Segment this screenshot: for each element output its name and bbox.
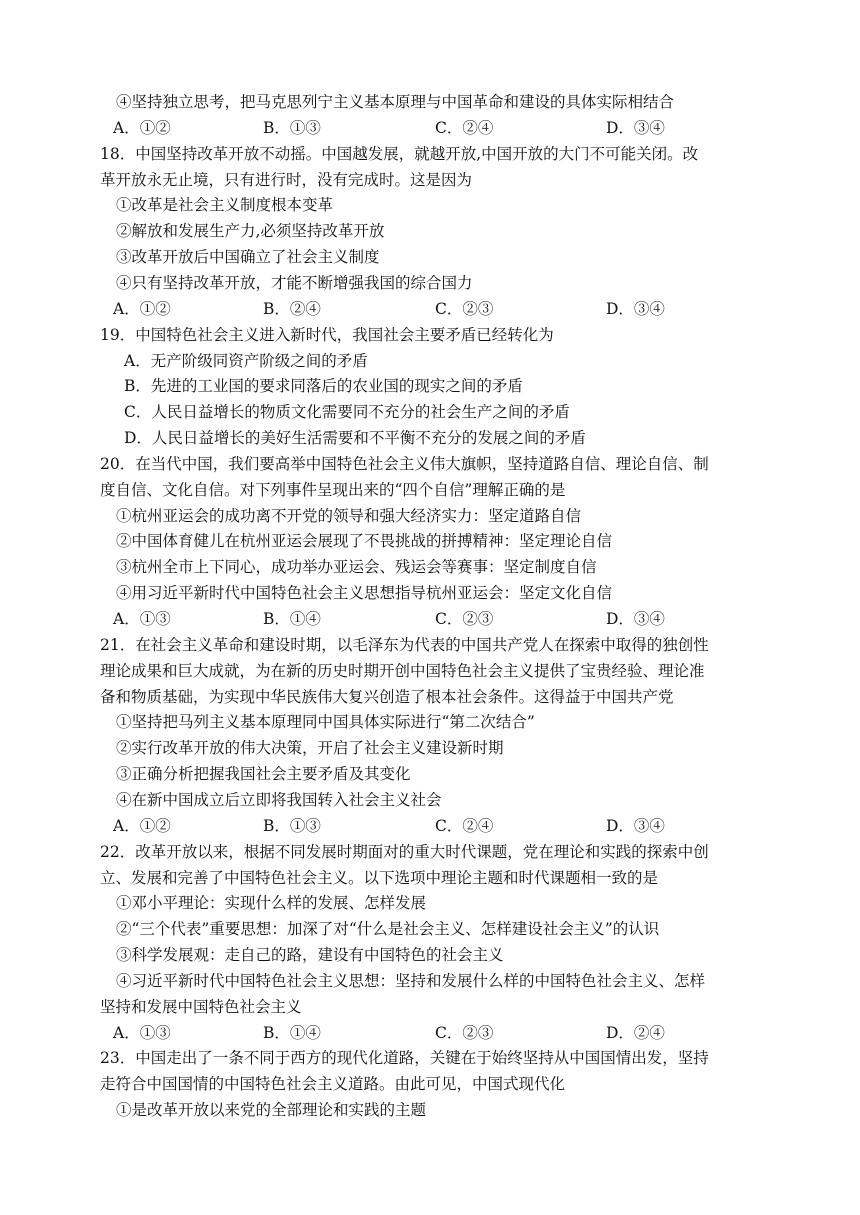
- answer-choices: [0, 1023, 860, 1045]
- statement-line: ②“三个代表”重要思想：加深了对“什么是社会主义、怎样建设社会主义”的认识: [116, 920, 660, 939]
- question-line-cont: 理论成果和巨大成就，为在新的历史时期开创中国特色社会主义提供了宝贵经验、理论准: [100, 661, 705, 680]
- question-line-cont: 走符合中国国情的中国特色社会主义道路。由此可见，中国式现代化: [100, 1075, 566, 1094]
- statement-line: ①邓小平理论：实现什么样的发展、怎样发展: [116, 894, 427, 913]
- question-line: 19．中国特色社会主义进入新时代，我国社会主要矛盾已经转化为: [100, 325, 554, 344]
- answer-choice: D．③④: [606, 610, 665, 628]
- statement-line: ②中国体育健儿在杭州亚运会展现了不畏挑战的拼搏精神：坚定理论自信: [116, 532, 613, 551]
- statement-line: ④坚持独立思考，把马克思列宁主义基本原理与中国革命和建设的具体实际相结合: [116, 93, 675, 111]
- answer-choice: D．②④: [606, 1023, 665, 1042]
- question-line-cont: 革开放永无止境，只有进行时，没有完成时。这是因为: [100, 170, 473, 189]
- answer-choice: B．①④: [263, 610, 321, 628]
- answer-choice: B．②④: [263, 299, 321, 318]
- statement-line: ①杭州亚运会的成功离不开党的领导和强大经济实力：坚定道路自信: [116, 506, 582, 525]
- answer-choice: D．③④: [606, 299, 665, 318]
- option-line: B．先进的工业国的要求同落后的农业国的现实之间的矛盾: [124, 377, 523, 396]
- answer-choice: D．③④: [606, 816, 665, 835]
- statement-line: ③杭州全市上下同心，成功举办亚运会、残运会等赛事：坚定制度自信: [116, 558, 597, 577]
- answer-choices: [0, 816, 860, 838]
- question-line: 23．中国走出了一条不同于西方的现代化道路，关键在于始终坚持从中国国情出发，坚持: [100, 1049, 709, 1068]
- statement-line: 坚持和发展中国特色社会主义: [100, 997, 302, 1016]
- answer-choice: C．②③: [435, 299, 494, 318]
- option-line: D．人民日益增长的美好生活需要和不平衡不充分的发展之间的矛盾: [124, 429, 586, 448]
- answer-choices: [0, 299, 860, 321]
- answer-choice: C．②④: [435, 118, 494, 137]
- statement-line: ④在新中国成立后立即将我国转入社会主义社会: [116, 790, 442, 809]
- statement-line: ①是改革开放以来党的全部理论和实践的主题: [116, 1101, 427, 1120]
- statement-line: ②解放和发展生产力,必须坚持改革开放: [116, 222, 385, 241]
- statement-line: ③科学发展观：走自己的路，建设有中国特色的社会主义: [116, 946, 504, 965]
- answer-choice: C．②③: [435, 610, 494, 628]
- answer-choices: [0, 609, 860, 631]
- statement-line: ①改革是社会主义制度根本变革: [116, 196, 334, 215]
- answer-choice: A．①②: [113, 299, 171, 318]
- statement-line: ③改革开放后中国确立了社会主义制度: [116, 248, 380, 267]
- question-line-cont: 度自信、文化自信。对下列事件呈现出来的“四个自信”理解正确的是: [100, 480, 566, 499]
- question-line-cont: 立、发展和完善了中国特色社会主义。以下选项中理论主题和时代课题相一致的是: [100, 868, 659, 887]
- answer-choices: [0, 118, 860, 140]
- statement-line: ③正确分析把握我国社会主要矛盾及其变化: [116, 765, 411, 784]
- answer-choice: B．①④: [263, 1023, 321, 1042]
- statement-line: ④只有坚持改革开放，才能不断增强我国的综合国力: [116, 273, 473, 292]
- question-line: 22．改革开放以来，根据不同发展时期面对的重大时代课题，党在理论和实践的探索中创: [100, 842, 709, 861]
- question-line: 21．在社会主义革命和建设时期，以毛泽东为代表的中国共产党人在探索中取得的独创性: [100, 635, 709, 654]
- option-line: C．人民日益增长的物质文化需要同不充分的社会生产之间的矛盾: [124, 403, 570, 422]
- question-line: 20．在当代中国，我们要高举中国特色社会主义伟大旗帜，坚持道路自信、理论自信、制: [100, 454, 709, 473]
- answer-choice: A．①③: [113, 1023, 171, 1042]
- answer-choice: A．①②: [113, 816, 171, 835]
- answer-choice: D．③④: [606, 118, 665, 137]
- statement-line: ④用习近平新时代中国特色社会主义思想指导杭州亚运会：坚定文化自信: [116, 584, 613, 603]
- answer-choice: A．①②: [113, 118, 171, 137]
- answer-choice: C．②④: [435, 816, 494, 835]
- option-line: A．无产阶级同资产阶级之间的矛盾: [124, 351, 368, 370]
- statement-line: ④习近平新时代中国特色社会主义思想：坚持和发展什么样的中国特色社会主义、怎样: [116, 971, 706, 990]
- answer-choice: A．①③: [113, 610, 171, 628]
- answer-choice: C．②③: [435, 1023, 494, 1042]
- answer-choice: B．①③: [263, 118, 321, 137]
- question-line-cont: 备和物质基础，为实现中华民族伟大复兴创造了根本社会条件。这得益于中国共产党: [100, 687, 674, 706]
- question-line: 18．中国坚持改革开放不动摇。中国越发展，就越开放,中国开放的大门不可能关闭。改: [100, 144, 699, 163]
- statement-line: ①坚持把马列主义基本原理同中国具体实际进行“第二次结合”: [116, 713, 535, 732]
- answer-choice: B．①③: [263, 816, 321, 835]
- statement-line: ②实行改革开放的伟大决策，开启了社会主义建设新时期: [116, 739, 504, 758]
